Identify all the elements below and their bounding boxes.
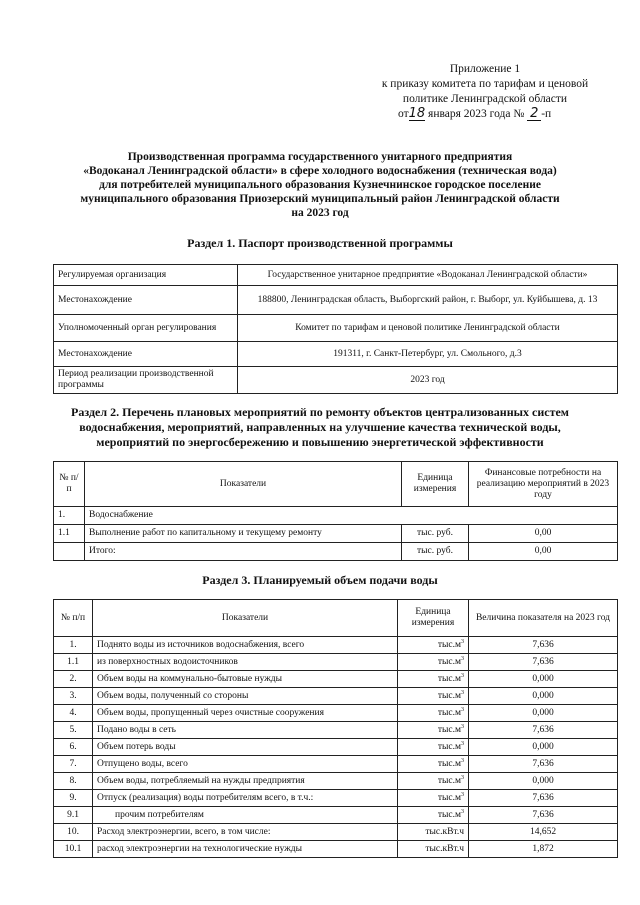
- row-name: Объем воды, пропущенный через очистные сооружения: [93, 705, 398, 722]
- row-num: 5.: [54, 722, 93, 739]
- row-value: 0,000: [469, 739, 618, 756]
- title-line-3: для потребителей муниципального образования Кузнечнинское городское поселение: [99, 179, 541, 191]
- row-num: [54, 543, 85, 561]
- passport-value: Комитет по тарифам и ценовой политике Ленинградской области: [238, 315, 618, 342]
- water-supply-body: [54, 637, 618, 858]
- section2-title: [30, 405, 610, 450]
- unit-text: тыс.м: [437, 656, 461, 667]
- header-num: № п/п: [54, 600, 93, 637]
- row-num: 4.: [54, 705, 93, 722]
- appendix-block: [360, 62, 610, 122]
- unit-text: тыс.м: [437, 673, 461, 684]
- row-unit: [398, 756, 469, 773]
- unit-exponent: 3: [461, 808, 464, 815]
- unit-text: тыс.м: [437, 639, 461, 650]
- row-num: 3.: [54, 688, 93, 705]
- header-indicator: Показатели: [93, 600, 398, 637]
- unit-text: тыс.м: [437, 775, 461, 786]
- row-name: Итого:: [85, 543, 402, 561]
- row-unit: тыс.кВт.ч: [398, 841, 469, 858]
- passport-label: Местонахождение: [54, 342, 238, 367]
- row-name: Объем воды, потребляемый на нужды предприятия: [93, 773, 398, 790]
- row-name: Поднято воды из источников водоснабжения, всего: [93, 637, 398, 654]
- appendix-line-1: Приложение 1: [449, 63, 521, 75]
- table-row: [54, 654, 618, 671]
- passport-label: Регулируемая организация: [54, 265, 238, 286]
- row-value: 7,636: [469, 637, 618, 654]
- unit-exponent: 3: [461, 655, 464, 662]
- table-row: [54, 807, 618, 824]
- passport-value: 2023 год: [238, 367, 618, 394]
- row-unit: [398, 773, 469, 790]
- unit-exponent: 3: [461, 757, 464, 764]
- unit-exponent: 3: [461, 689, 464, 696]
- row-num: 8.: [54, 773, 93, 790]
- passport-label: Уполномоченный орган регулирования: [54, 315, 238, 342]
- row-name: Объем воды, полученный со стороны: [93, 688, 398, 705]
- row-name: Объем потерь воды: [93, 739, 398, 756]
- title-line-2: «Водоканал Ленинградской области» в сфере холодного водоснабжения (техническая вода): [83, 165, 557, 177]
- title-line-1: Производственная программа государственного унитарного предприятия: [127, 151, 513, 163]
- passport-row: [54, 286, 618, 315]
- date-prefix: от: [398, 108, 409, 120]
- document-title: [40, 150, 600, 220]
- unit-exponent: 3: [461, 740, 464, 747]
- unit-exponent: 3: [461, 774, 464, 781]
- date-rest: января 2023 года №: [428, 108, 525, 120]
- unit-text: тыс.м: [437, 792, 461, 803]
- table-header-row: [54, 462, 618, 507]
- row-value: 7,636: [469, 807, 618, 824]
- row-unit: [398, 637, 469, 654]
- row-unit: [398, 654, 469, 671]
- table-header-row: [54, 600, 618, 637]
- unit-exponent: 3: [461, 672, 464, 679]
- passport-row: [54, 265, 618, 286]
- row-value: 7,636: [469, 654, 618, 671]
- unit-exponent: 3: [461, 706, 464, 713]
- unit-exponent: 3: [461, 723, 464, 730]
- unit-text: тыс.м: [437, 707, 461, 718]
- row-num: 1.1: [54, 525, 85, 543]
- unit-text: тыс.м: [437, 724, 461, 735]
- row-value: 7,636: [469, 722, 618, 739]
- passport-row: [54, 315, 618, 342]
- order-number-handwritten: 2: [527, 107, 541, 121]
- table-row: [54, 637, 618, 654]
- row-value: 0,000: [469, 705, 618, 722]
- unit-text: тыс.м: [437, 758, 461, 769]
- passport-row: [54, 367, 618, 394]
- table-row: [54, 688, 618, 705]
- unit-text: тыс.м: [437, 741, 461, 752]
- passport-value: 191311, г. Санкт-Петербург, ул. Смольного, д.3: [238, 342, 618, 367]
- section2-title-line-3: мероприятий по энергосбережению и повышению энергетической эффективности: [96, 435, 544, 449]
- passport-label: Период реализации производственной программы: [54, 367, 238, 394]
- row-num: 10.: [54, 824, 93, 841]
- row-name: Подано воды в сеть: [93, 722, 398, 739]
- row-value: 7,636: [469, 790, 618, 807]
- section1-title: Раздел 1. Паспорт производственной программы: [187, 236, 453, 250]
- table-row: [54, 722, 618, 739]
- date-day-handwritten: 18: [408, 106, 426, 121]
- row-value: 1,872: [469, 841, 618, 858]
- table-row: [54, 507, 618, 525]
- row-name: Отпущено воды, всего: [93, 756, 398, 773]
- row-num: 1.1: [54, 654, 93, 671]
- table-row: [54, 705, 618, 722]
- passport-label: Местонахождение: [54, 286, 238, 315]
- row-unit: тыс.кВт.ч: [398, 824, 469, 841]
- appendix-date-line: [360, 107, 610, 122]
- row-num: 9.1: [54, 807, 93, 824]
- row-value: 7,636: [469, 756, 618, 773]
- row-unit: [398, 671, 469, 688]
- passport-table: [53, 264, 618, 394]
- header-unit: Единица измерения: [398, 600, 469, 637]
- row-num: 6.: [54, 739, 93, 756]
- title-line-4: муниципального образования Приозерский муниципальный район Ленинградской области: [80, 193, 560, 205]
- row-num: 1.: [54, 507, 85, 525]
- row-num: 2.: [54, 671, 93, 688]
- row-value: 0,00: [469, 543, 618, 561]
- passport-value: 188800, Ленинградская область, Выборгский район, г. Выборг, ул. Куйбышева, д. 13: [238, 286, 618, 315]
- row-name: Объем воды на коммунально-бытовые нужды: [93, 671, 398, 688]
- header-finance: Финансовые потребности на реализацию мероприятий в 2023 году: [469, 462, 618, 507]
- row-name: из поверхностных водоисточников: [93, 654, 398, 671]
- row-unit: [398, 705, 469, 722]
- appendix-line-2: к приказу комитета по тарифам и ценовой: [381, 78, 589, 90]
- row-unit: [398, 739, 469, 756]
- row-unit: [398, 688, 469, 705]
- section3-title: Раздел 3. Планируемый объем подачи воды: [202, 573, 438, 587]
- row-value: 0,000: [469, 671, 618, 688]
- row-name: Выполнение работ по капитальному и текущему ремонту: [85, 525, 402, 543]
- row-name: Водоснабжение: [85, 507, 618, 525]
- table-row: [54, 841, 618, 858]
- title-line-5: на 2023 год: [291, 207, 349, 219]
- section2-title-line-1: Раздел 2. Перечень плановых мероприятий по ремонту объектов централизованных систем: [71, 405, 569, 419]
- table-row: [54, 773, 618, 790]
- row-name: Расход электроэнергии, всего, в том числе:: [93, 824, 398, 841]
- row-num: 7.: [54, 756, 93, 773]
- table-row: [54, 525, 618, 543]
- row-value: 0,000: [469, 688, 618, 705]
- row-num: 1.: [54, 637, 93, 654]
- row-unit: [398, 722, 469, 739]
- passport-row: [54, 342, 618, 367]
- passport-value: Государственное унитарное предприятие «Водоканал Ленинградской области»: [238, 265, 618, 286]
- row-name: прочим потребителям: [93, 807, 398, 824]
- row-unit: тыс. руб.: [402, 525, 469, 543]
- unit-exponent: 3: [461, 638, 464, 645]
- row-unit: тыс. руб.: [402, 543, 469, 561]
- row-unit: [398, 790, 469, 807]
- unit-text: тыс.м: [437, 690, 461, 701]
- appendix-line-3: политике Ленинградской области: [402, 93, 568, 105]
- header-num: № п/п: [54, 462, 85, 507]
- row-num: 9.: [54, 790, 93, 807]
- row-unit: [398, 807, 469, 824]
- measures-table: [53, 461, 618, 561]
- row-name: расход электроэнергии на технологические нужды: [93, 841, 398, 858]
- table-row: [54, 790, 618, 807]
- table-row: [54, 739, 618, 756]
- water-supply-table: [53, 599, 618, 858]
- table-row: [54, 756, 618, 773]
- row-num: 10.1: [54, 841, 93, 858]
- header-value: Величина показателя на 2023 год: [469, 600, 618, 637]
- unit-exponent: 3: [461, 791, 464, 798]
- row-value: 14,652: [469, 824, 618, 841]
- row-value: 0,00: [469, 525, 618, 543]
- table-row: [54, 671, 618, 688]
- table-row: [54, 543, 618, 561]
- order-suffix: -п: [541, 108, 552, 120]
- header-indicator: Показатели: [85, 462, 402, 507]
- row-value: 0,000: [469, 773, 618, 790]
- unit-text: тыс.м: [437, 809, 461, 820]
- table-row: [54, 824, 618, 841]
- header-unit: Единица измерения: [402, 462, 469, 507]
- section2-title-line-2: водоснабжения, мероприятий, направленных на улучшение качества технической воды,: [79, 420, 561, 434]
- row-name: Отпуск (реализация) воды потребителям всего, в т.ч.:: [93, 790, 398, 807]
